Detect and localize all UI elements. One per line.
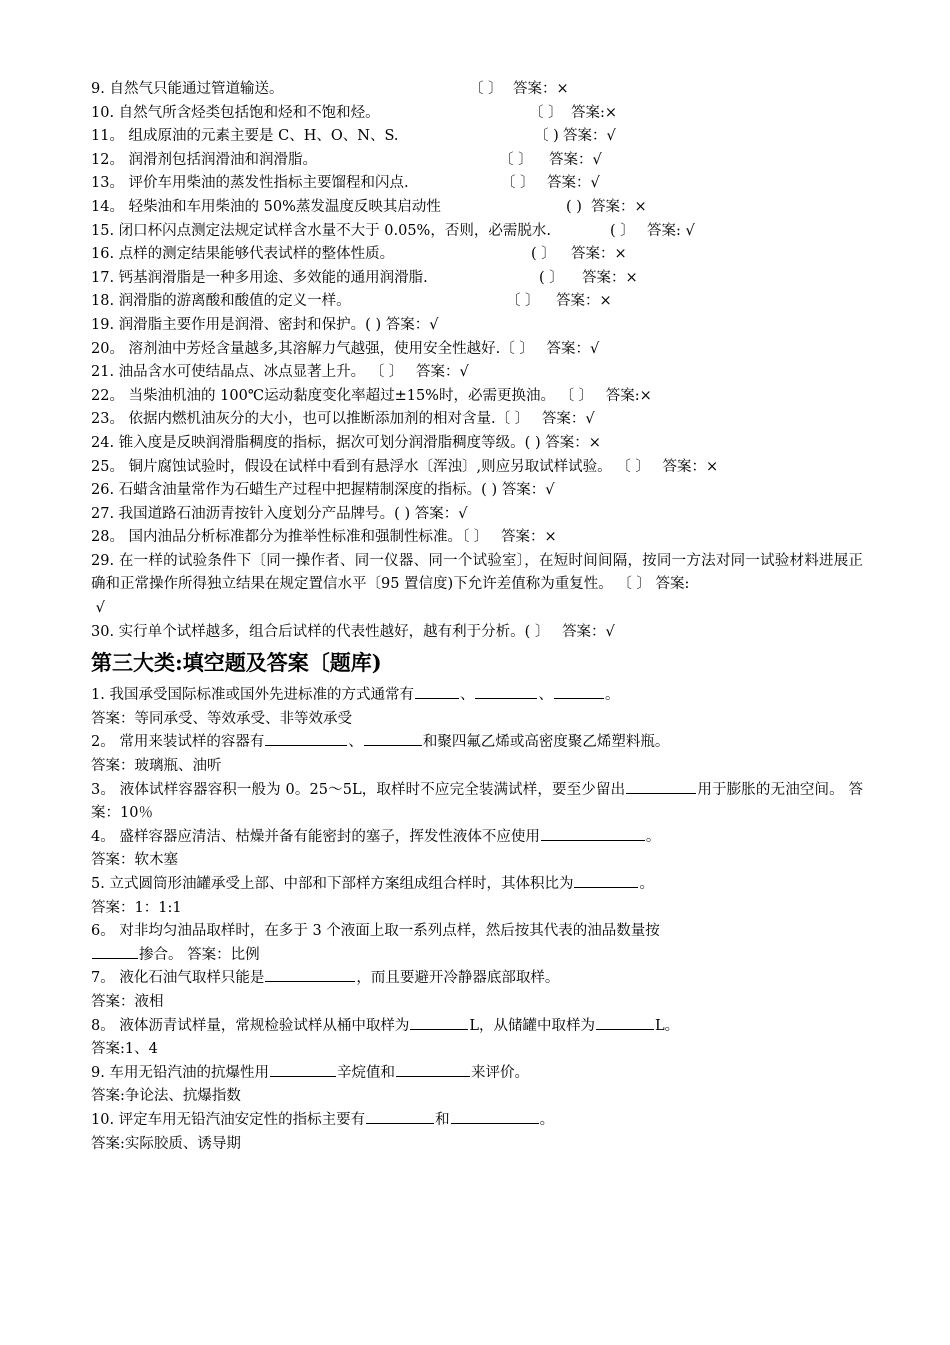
tf-item-18 xyxy=(91,290,863,314)
answer-bracket: 〔 〕 xyxy=(506,293,540,310)
blank xyxy=(366,1109,434,1124)
document-page xyxy=(91,78,863,1156)
fill-item-4 xyxy=(91,826,863,850)
answer-bracket: 〔 〕 xyxy=(469,81,503,97)
fill-item-8 xyxy=(91,1015,863,1039)
question-text: 和聚四氟乙烯或高密度聚乙烯塑料瓶。 xyxy=(422,734,670,751)
tf-item-11 xyxy=(91,125,863,149)
blank xyxy=(475,684,537,699)
fill-item-5 xyxy=(91,873,863,897)
fill-item-9 xyxy=(91,1062,863,1086)
answer-bracket: 〔 〕 xyxy=(559,387,594,404)
tf-item-9 xyxy=(91,78,863,102)
blank xyxy=(596,1015,654,1030)
question-text: 1. 我国承受国际标准或国外先进标准的方式通常有 xyxy=(91,687,414,704)
tf-item-28 xyxy=(91,526,863,550)
question-text: 14。 轻柴油和车用柴油的 50%蒸发温度反映其启动性 xyxy=(91,198,441,215)
answer-bracket: ( ) xyxy=(566,198,582,215)
answer-bracket: ( ) xyxy=(481,482,498,499)
question-text: 26. 石蜡含油量常作为石蜡生产过程中把握精制深度的指标。 xyxy=(91,482,482,499)
question-text: 13。 评价车用柴油的蒸发性指标主要馏程和闪点. xyxy=(91,175,409,192)
question-text: 。 xyxy=(645,828,661,845)
question-text: 30. 实行单个试样越多，组合后试样的代表性越好，越有利于分析。 xyxy=(91,623,525,640)
blank xyxy=(626,779,696,794)
answer-bracket: 〔 〕 xyxy=(501,175,535,192)
fill-answer-1: 答案：等同承受、等效承受、非等效承受 xyxy=(91,710,352,727)
answer-bracket: 〔 〕 xyxy=(617,576,651,593)
fill-answer-10: 答案:实际胶质、诱导期 xyxy=(91,1135,241,1152)
tf-item-23 xyxy=(91,408,863,432)
blank xyxy=(265,967,355,982)
fill-item-6-cont xyxy=(91,944,863,968)
question-text: 18. 润滑脂的游离酸和酸值的定义一样。 xyxy=(91,293,351,310)
answer-bracket: 〔 〕 xyxy=(462,529,489,546)
tf-item-19 xyxy=(91,314,863,338)
question-text: 28。 国内油品分析标准都分为推举性标准和强制性标准。 xyxy=(91,529,463,546)
answer-text: 答案：√ xyxy=(541,411,595,428)
question-text: 25。 铜片腐蚀试验时，假设在试样中看到有悬浮水〔浑浊〕,则应另取试样试验。 xyxy=(91,458,612,475)
question-text: 20。 溶剂油中芳烃含量越多,其溶解力气越强，使用安全性越好. xyxy=(91,340,501,357)
question-text: 9. 车用无铅汽油的抗爆性用 xyxy=(91,1064,269,1081)
answer-bracket: ( ) xyxy=(524,434,541,451)
question-text: ，而且要避开冷静器底部取样。 xyxy=(356,970,560,987)
question-text: 27. 我国道路石油沥青按针入度划分产品牌号。 xyxy=(91,505,395,522)
tf-item-13 xyxy=(91,172,863,196)
answer-bracket: ( 〕 xyxy=(531,246,556,263)
blank xyxy=(541,826,645,841)
fill-item-7 xyxy=(91,967,863,991)
answer-bracket: ( 〕 xyxy=(524,623,550,640)
answer-text: 答案：× xyxy=(513,81,569,97)
blank xyxy=(92,944,138,959)
question-text: 。 xyxy=(604,687,620,704)
tf-item-27 xyxy=(91,503,863,527)
question-text: 掺合。 答案：比例 xyxy=(139,946,260,963)
question-text: L。 xyxy=(654,1017,680,1034)
question-text: 21. 油品含水可使结晶点、冰点显著上升。 xyxy=(91,364,366,381)
question-text: L，从储罐中取样为 xyxy=(469,1017,595,1034)
fill-answer-2: 答案：玻璃瓶、油听 xyxy=(91,758,222,775)
question-text: 15. 闭口杯闪点测定法规定试样含水量不大于 0.05%，否则，必需脱水. xyxy=(91,222,551,239)
question-text: 、 xyxy=(459,687,475,704)
fill-item-1 xyxy=(91,684,863,708)
fill-answer-5: 答案：1：1:1 xyxy=(91,899,182,916)
answer-text: 答案：× xyxy=(591,198,647,215)
question-text: 9. 自然气只能通过管道输送。 xyxy=(91,81,284,97)
question-text: 3。 液体试样容器容积一般为 0。25～5L，取样时不应完全装满试样，要至少留出 xyxy=(91,781,626,798)
tf-item-30 xyxy=(91,621,863,645)
answer-bracket: 〔 〕 xyxy=(495,411,530,428)
section-title: 第三大类:填空题及答案〔题库) xyxy=(91,650,382,676)
tf-item-21 xyxy=(91,361,863,385)
answer-bracket: 〔 〕 xyxy=(616,458,650,475)
answer-text: 答案：√ xyxy=(416,364,469,381)
fill-answer-7: 答案：液相 xyxy=(91,993,164,1010)
blank xyxy=(270,1062,336,1077)
tf-item-22 xyxy=(91,385,863,409)
tf-item-29-mark xyxy=(91,597,863,621)
answer-text: 答案: √ xyxy=(647,222,695,239)
answer-bracket: 〔 〕 xyxy=(499,151,533,168)
fill-answer-8: 答案:1、4 xyxy=(91,1041,158,1058)
answer-text: 答案：√ xyxy=(546,340,600,357)
tf-item-17 xyxy=(91,267,863,291)
answer-text: 答案：√ xyxy=(385,316,439,333)
blank xyxy=(415,684,459,699)
question-text: 来评价。 xyxy=(470,1064,529,1081)
answer-bracket: 〔 〕 xyxy=(369,364,404,381)
answer-text: 答案：√ xyxy=(501,482,555,499)
question-text: 24. 锥入度是反映润滑脂稠度的指标，据次可划分润滑脂稠度等级。 xyxy=(91,434,525,451)
tf-item-14 xyxy=(91,196,863,220)
tf-item-25 xyxy=(91,456,863,480)
blank xyxy=(410,1015,468,1030)
answer-text: 答案：× xyxy=(571,246,627,263)
question-text: 、 xyxy=(348,734,363,751)
question-text: 23。 依据内燃机油灰分的大小，也可以推断添加剂的相对含量. xyxy=(91,411,496,428)
question-text: 和 xyxy=(435,1111,450,1128)
question-text: 5. 立式圆筒形油罐承受上部、中部和下部样方案组成组合样时，其体积比为 xyxy=(91,876,574,892)
answer-text: 答案：× xyxy=(501,529,557,546)
answer-text: 答案：× xyxy=(582,269,638,286)
fill-item-2 xyxy=(91,731,863,755)
answer-text: 答案：√ xyxy=(414,505,468,522)
answer-text: 答案：√ xyxy=(562,623,615,640)
answer-text: 答案：× xyxy=(545,434,601,451)
question-text: 4。 盛样容器应清洁、枯燥并备有能密封的塞子，挥发性液体不应使用 xyxy=(91,828,540,845)
blank xyxy=(554,684,604,699)
question-text: 12。 润滑剂包括润滑油和润滑脂。 xyxy=(91,151,318,168)
tf-item-16 xyxy=(91,243,863,267)
question-text: 。 xyxy=(539,1111,555,1128)
answer-bracket: 〔 〕 xyxy=(500,340,534,357)
answer-text: 答案：√ xyxy=(549,151,602,168)
question-text: 6。 对非均匀油品取样时，在多于 3 个液面上取一系列点样，然后按其代表的油品数量按 xyxy=(91,923,660,940)
question-text: 22。 当柴油机油的 100℃运动黏度变化率超过±15%时，必需更换油。 xyxy=(91,387,555,404)
tf-item-20 xyxy=(91,338,863,362)
tf-item-10 xyxy=(91,102,863,126)
question-text: 。 xyxy=(639,876,654,892)
question-text: 17. 钙基润滑脂是一种多用途、多效能的通用润滑脂. xyxy=(91,269,428,286)
answer-text: 答案：× xyxy=(556,293,612,310)
fill-answer-9: 答案:争论法、抗爆指数 xyxy=(91,1088,241,1105)
question-text: 2。 常用来装试样的容器有 xyxy=(91,734,265,751)
question-text: 11。 组成原油的元素主要是 C、H、O、N、S. xyxy=(91,128,399,145)
tf-item-26 xyxy=(91,479,863,503)
question-text: 用于膨胀的无油空间。 答案：10％ xyxy=(91,781,864,822)
answer-bracket: ( 〕 xyxy=(539,269,564,286)
fill-item-3 xyxy=(91,779,863,826)
question-text: 10. 自然气所含烃类包括饱和烃和不饱和烃。 xyxy=(91,104,380,121)
question-text: 辛烷值和 xyxy=(336,1064,395,1081)
question-text: 、 xyxy=(538,687,553,704)
answer-text: 答案:× xyxy=(571,104,618,121)
answer-bracket: 〔 ) xyxy=(534,128,559,145)
tf-item-29 xyxy=(91,550,863,597)
fill-item-10 xyxy=(91,1109,863,1133)
question-text: 29. 在一样的试验条件下〔同一操作者、同一仪器、同一个试验室〕，在短时间间隔，按同一方法对同一试验材料进展正确和正常操作所得独立结果在规定置信水平〔95 置信度)下允许差值称为重复性。 xyxy=(91,552,863,593)
answer-bracket: ( 〕 xyxy=(610,222,635,239)
answer-text: 答案:× xyxy=(605,387,652,404)
blank xyxy=(364,731,422,746)
blank xyxy=(574,873,638,888)
question-text: 7。 液化石油气取样只能是 xyxy=(91,970,265,987)
tf-item-12 xyxy=(91,149,863,173)
answer-text: 答案：√ xyxy=(547,175,600,192)
question-text: 8。 液体沥青试样量，常规检验试样从桶中取样为 xyxy=(91,1017,410,1034)
answer-text: 答案：√ xyxy=(563,128,616,145)
question-text: 19. 润滑脂主要作用是润滑、密封和保护。 xyxy=(91,316,366,333)
blank xyxy=(396,1062,470,1077)
blank xyxy=(451,1109,539,1124)
answer-bracket: ( ) xyxy=(365,316,382,333)
fill-item-6 xyxy=(91,920,863,944)
tf-item-15 xyxy=(91,220,863,244)
answer-mark: √ xyxy=(95,600,105,617)
answer-text: 答案: xyxy=(655,576,690,593)
answer-bracket: ( ) xyxy=(394,505,411,522)
question-text: 16. 点样的测定结果能够代表试样的整体性质。 xyxy=(91,246,395,263)
question-text: 10. 评定车用无铅汽油安定性的指标主要有 xyxy=(91,1111,366,1128)
answer-text: 答案：× xyxy=(662,458,719,475)
blank xyxy=(265,731,347,746)
answer-bracket: 〔 〕 xyxy=(529,104,563,121)
tf-item-24 xyxy=(91,432,863,456)
fill-answer-4: 答案：软木塞 xyxy=(91,852,178,869)
